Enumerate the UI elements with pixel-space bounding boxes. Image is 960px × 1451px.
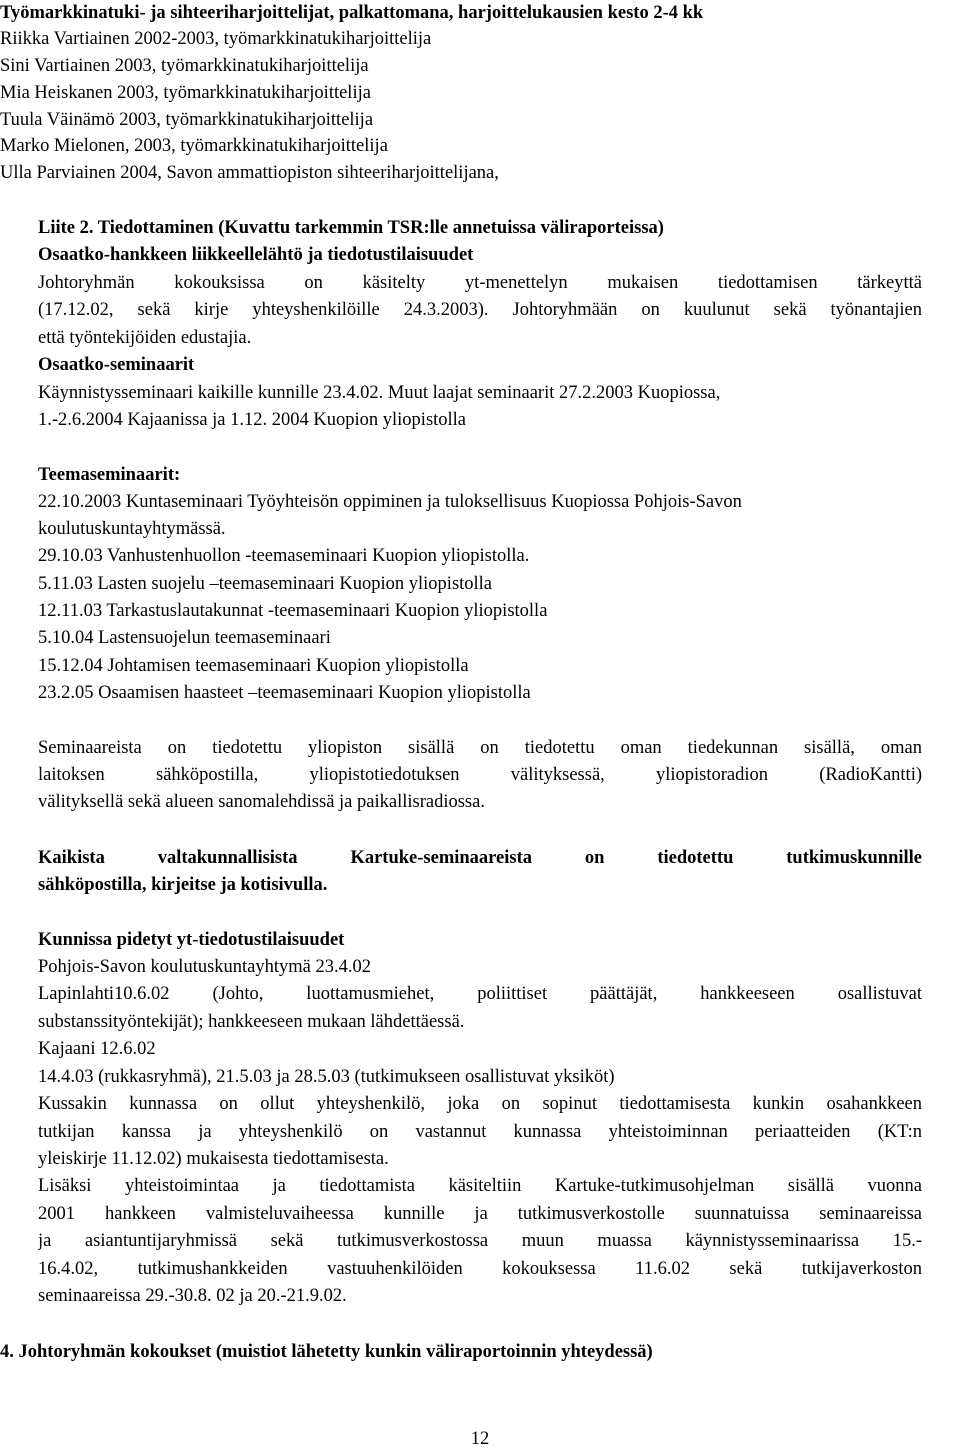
list-item: 22.10.2003 Kuntaseminaari Työyhteisön oppiminen ja tuloksellisuus Kuopiossa Pohjois-Savon [38, 492, 742, 512]
list-item: 29.10.03 Vanhustenhuollon -teemaseminaari Kuopion yliopistolla. [38, 546, 530, 566]
paragraph-line: Johtoryhmän kokouksissa on käsitelty yt-menettelyn mukaisen tiedottamisen tärkeyttä [38, 273, 922, 293]
list-item: Tuula Väinämö 2003, työmarkkinatukiharjoittelija [0, 110, 374, 130]
paragraph-line: että työntekijöiden edustajia. [38, 328, 252, 348]
paragraph-line: Käynnistysseminaari kaikille kunnille 23.4.02. Muut laajat seminaarit 27.2.2003 Kuopiossa, [38, 383, 721, 403]
paragraph-line: Pohjois-Savon koulutuskuntayhtymä 23.4.02 [38, 957, 371, 977]
paragraph-line: 14.4.03 (rukkasryhmä), 21.5.03 ja 28.5.03 (tutkimukseen osallistuvat yksiköt) [38, 1067, 615, 1087]
section-subheading: Kunnissa pidetyt yt-tiedotustilaisuudet [38, 930, 345, 950]
list-item: Mia Heiskanen 2003, työmarkkinatukiharjoittelija [0, 83, 371, 103]
section-subheading: Teemaseminaarit: [38, 465, 181, 485]
page-number: 12 [470, 1429, 490, 1449]
paragraph-line: laitoksen sähköpostilla, yliopistotiedotuksen välityksessä, yliopistoradion (RadioKantti) [38, 765, 922, 785]
paragraph-line: yleiskirje 11.12.02) mukaisesta tiedottamisesta. [38, 1149, 389, 1169]
paragraph-line: 16.4.02, tutkimushankkeiden vastuuhenkilöiden kokouksessa 11.6.02 sekä tutkijaverkoston [38, 1259, 922, 1279]
list-item: Riikka Vartiainen 2002-2003, työmarkkinatukiharjoittelija [0, 29, 432, 49]
document-title: Työmarkkinatuki- ja sihteeriharjoittelijat, palkattomana, harjoittelukausien kesto 2-4 kk [0, 3, 704, 23]
paragraph-line: ja asiantuntijaryhmissä sekä tutkimusverkostossa muun muassa käynnistysseminaarissa 15.- [38, 1231, 922, 1251]
section-subheading: Osaatko-seminaarit [38, 355, 195, 375]
paragraph-line: tutkijan kanssa ja yhteyshenkilö on vastannut kunnassa yhteistoiminnan periaatteiden (KT:n [38, 1122, 922, 1142]
section-heading: 4. Johtoryhmän kokoukset (muistiot lähetetty kunkin väliraportoinnin yhteydessä) [0, 1342, 653, 1362]
paragraph-line: seminaareissa 29.-30.8. 02 ja 20.-21.9.02. [38, 1286, 347, 1306]
list-item: 23.2.05 Osaamisen haasteet –teemaseminaari Kuopion yliopistolla [38, 683, 531, 703]
paragraph-line: 2001 hankkeen valmisteluvaiheessa kunnille ja tutkimusverkostolle suunnatuissa seminaareissa [38, 1204, 922, 1224]
paragraph-line: (17.12.02, sekä kirje yhteyshenkilöille 24.3.2003). Johtoryhmään on kuulunut sekä työnantajien [38, 300, 922, 320]
list-item: Sini Vartiainen 2003, työmarkkinatukiharjoittelija [0, 56, 369, 76]
paragraph-line: välityksellä sekä alueen sanomalehdissä ja paikallisradiossa. [38, 792, 485, 812]
paragraph-line: Seminaareista on tiedotettu yliopiston sisällä on tiedotettu oman tiedekunnan sisällä, oman [38, 738, 922, 758]
appendix-heading: Liite 2. Tiedottaminen (Kuvattu tarkemmin TSR:lle annetuissa väliraporteissa) [38, 218, 664, 238]
list-item: 15.12.04 Johtamisen teemaseminaari Kuopion yliopistolla [38, 656, 469, 676]
list-item: koulutuskuntayhtymässä. [38, 519, 226, 539]
paragraph-line: sähköpostilla, kirjeitse ja kotisivulla. [38, 875, 328, 895]
paragraph-line: Kaikista valtakunnallisista Kartuke-seminaareista on tiedotettu tutkimuskunnille [38, 848, 922, 868]
paragraph-line: Kussakin kunnassa on ollut yhteyshenkilö, joka on sopinut tiedottamisesta kunkin osahankkeen [38, 1094, 922, 1114]
paragraph-line: Lapinlahti10.6.02 (Johto, luottamusmiehet, poliittiset päättäjät, hankkeeseen osallistuvat [38, 984, 922, 1004]
list-item: 5.10.04 Lastensuojelun teemaseminaari [38, 628, 331, 648]
paragraph-line: substanssityöntekijät); hankkeeseen mukaan lähdettäessä. [38, 1012, 465, 1032]
list-item: Marko Mielonen, 2003, työmarkkinatukiharjoittelija [0, 136, 388, 156]
list-item: 5.11.03 Lasten suojelu –teemaseminaari Kuopion yliopistolla [38, 574, 493, 594]
paragraph-line: 1.-2.6.2004 Kajaanissa ja 1.12. 2004 Kuopion yliopistolla [38, 410, 467, 430]
paragraph-line: Lisäksi yhteistoimintaa ja tiedottamista käsiteltiin Kartuke-tutkimusohjelman sisällä vuonna [38, 1176, 922, 1196]
list-item: 12.11.03 Tarkastuslautakunnat -teemaseminaari Kuopion yliopistolla [38, 601, 548, 621]
list-item: Ulla Parviainen 2004, Savon ammattiopiston sihteeriharjoittelijana, [0, 163, 499, 183]
section-subheading: Osaatko-hankkeen liikkeellelähtö ja tiedotustilaisuudet [38, 245, 474, 265]
paragraph-line: Kajaani 12.6.02 [38, 1039, 156, 1059]
